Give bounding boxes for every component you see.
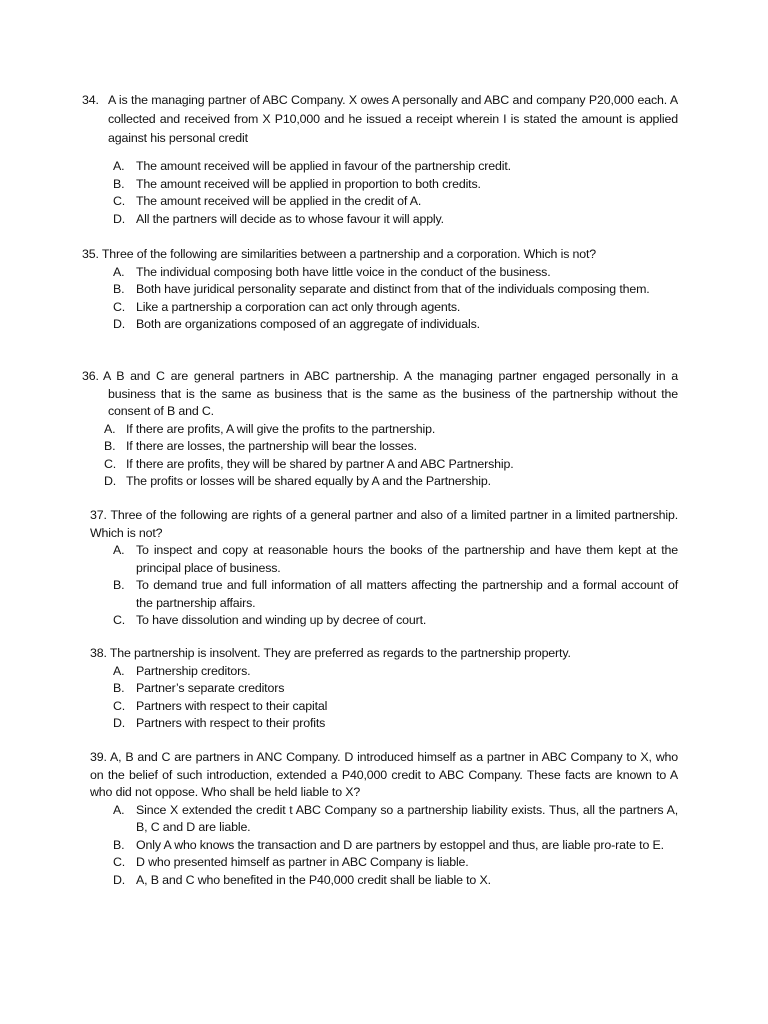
option-text: Like a partnership a corporation can act only through agents. xyxy=(136,299,461,314)
option-c xyxy=(113,854,678,872)
option-letter: B. xyxy=(113,578,125,592)
option-letter: A. xyxy=(113,159,125,173)
option-text: Partners with respect to their profits xyxy=(136,716,326,730)
option-letter: B. xyxy=(113,282,125,296)
option-c xyxy=(113,612,678,630)
option-text: The amount received will be applied in the credit of A. xyxy=(136,194,422,208)
option-d xyxy=(113,316,678,334)
option-a xyxy=(113,542,678,577)
option-text: Only A who knows the transaction and D are partners by estoppel and thus, are liable pro-rate to E. xyxy=(136,837,664,852)
option-text: To demand true and full information of all matters affecting the partnership and a formal account of the partnership affairs. xyxy=(136,578,678,610)
option-a xyxy=(113,158,678,176)
option-d xyxy=(113,211,678,229)
option-text: The individual composing both have little voice in the conduct of the business. xyxy=(136,264,551,279)
question-number: 34. xyxy=(82,93,99,107)
question-stem xyxy=(82,246,678,264)
question-text: Three of the following are similarities between a partnership and a corporation. Which is not? xyxy=(101,247,597,261)
option-text: Both are organizations composed of an aggregate of individuals. xyxy=(136,317,480,331)
option-text: Since X extended the credit t ABC Company so a partnership liability exists. Thus, all the partners A, B, C and D are liable. xyxy=(136,802,678,834)
option-text: All the partners will decide as to whose favour it will apply. xyxy=(136,211,444,226)
option-letter: A. xyxy=(113,802,125,817)
option-list xyxy=(90,663,678,733)
option-text: If there are profits, A will give the profits to the partnership. xyxy=(126,421,436,436)
option-letter: D. xyxy=(113,211,126,226)
option-list xyxy=(90,542,678,630)
option-letter: C. xyxy=(113,194,126,208)
option-a xyxy=(113,264,678,282)
option-letter: B. xyxy=(104,439,116,453)
question-number: 36. xyxy=(82,369,99,383)
option-text: The amount received will be applied in favour of the partnership credit. xyxy=(136,159,511,173)
option-a xyxy=(113,663,678,681)
question-text: The partnership is insolvent. They are preferred as regards to the partnership property. xyxy=(109,646,571,660)
option-text: Partners with respect to their capital xyxy=(136,698,328,713)
option-list xyxy=(90,802,678,890)
option-text: Partnership creditors. xyxy=(136,663,251,678)
option-list xyxy=(82,421,678,491)
question-number: 35. xyxy=(82,247,99,261)
question-34 xyxy=(82,91,678,228)
option-letter: D. xyxy=(104,474,117,488)
option-letter: B. xyxy=(113,681,125,695)
option-letter: C. xyxy=(113,698,126,713)
option-c xyxy=(113,193,678,211)
question-37 xyxy=(90,507,678,630)
question-number: 37. xyxy=(90,508,107,522)
option-d xyxy=(104,473,678,491)
option-c xyxy=(113,299,678,317)
option-letter: A. xyxy=(104,421,116,436)
option-list xyxy=(82,158,678,228)
option-letter: A. xyxy=(113,543,125,557)
question-stem xyxy=(82,368,678,421)
option-text: The profits or losses will be shared equally by A and the Partnership. xyxy=(126,474,491,488)
option-letter: C. xyxy=(113,613,126,627)
question-number: 38. xyxy=(90,646,107,660)
option-d xyxy=(113,715,678,733)
option-text: Both have juridical personality separate and distinct from that of the individuals composing them. xyxy=(136,282,650,296)
option-text: To inspect and copy at reasonable hours the books of the partnership and have them kept at the principal place of business. xyxy=(136,543,678,575)
option-d xyxy=(113,872,678,890)
option-list xyxy=(82,264,678,334)
option-b xyxy=(113,577,678,612)
question-number: 39. xyxy=(90,750,107,764)
question-stem xyxy=(90,645,678,663)
option-letter: C. xyxy=(104,456,117,471)
option-b xyxy=(113,176,678,194)
question-35 xyxy=(82,246,678,334)
option-text: If there are losses, the partnership will bear the losses. xyxy=(126,439,417,453)
option-letter: B. xyxy=(113,837,125,852)
option-letter: C. xyxy=(113,855,126,869)
option-letter: D. xyxy=(113,872,126,887)
option-b xyxy=(113,837,678,855)
option-text: D who presented himself as partner in ABC Company is liable. xyxy=(136,855,469,869)
option-text: A, B and C who benefited in the P40,000 credit shall be liable to X. xyxy=(136,872,491,887)
option-text: Partner’s separate creditors xyxy=(136,681,285,695)
option-b xyxy=(113,680,678,698)
option-letter: D. xyxy=(113,317,126,331)
option-b xyxy=(113,281,678,299)
question-text: A is the managing partner of ABC Company. X owes A personally and ABC and company P20,000 each. A collected and received from X P10,000 and he issued a receipt wherein I is stated the amount is applied against his personal credit xyxy=(108,93,678,145)
question-stem xyxy=(90,507,678,542)
option-text: If there are profits, they will be shared by partner A and ABC Partnership. xyxy=(126,456,514,471)
question-39 xyxy=(90,749,678,889)
option-letter: B. xyxy=(113,176,125,191)
option-letter: C. xyxy=(113,299,126,314)
option-text: To have dissolution and winding up by decree of court. xyxy=(136,613,427,627)
question-36 xyxy=(82,368,678,491)
question-stem xyxy=(82,91,678,148)
option-letter: A. xyxy=(113,264,125,279)
option-c xyxy=(104,456,678,474)
option-a xyxy=(113,802,678,837)
question-text: A, B and C are partners in ANC Company. D introduced himself as a partner in ABC Company to X, who on the belief of such introduction, extended a P40,000 credit to ABC Company. These facts are known to A who did not oppose. Who shall be held liable to X? xyxy=(90,750,679,799)
question-text: Three of the following are rights of a general partner and also of a limited partner in a limited partnership. Which is not? xyxy=(90,508,678,540)
option-b xyxy=(104,438,678,456)
question-stem xyxy=(90,749,678,802)
question-38 xyxy=(90,645,678,733)
option-c xyxy=(113,698,678,716)
option-text: The amount received will be applied in proportion to both credits. xyxy=(136,176,481,191)
option-a xyxy=(104,421,678,439)
option-letter: D. xyxy=(113,716,126,730)
question-text: A B and C are general partners in ABC partnership. A the managing partner engaged personally in a business that is the same as business that is the same as the business of the partnership without the consent of B and C. xyxy=(103,369,678,418)
option-letter: A. xyxy=(113,663,125,678)
